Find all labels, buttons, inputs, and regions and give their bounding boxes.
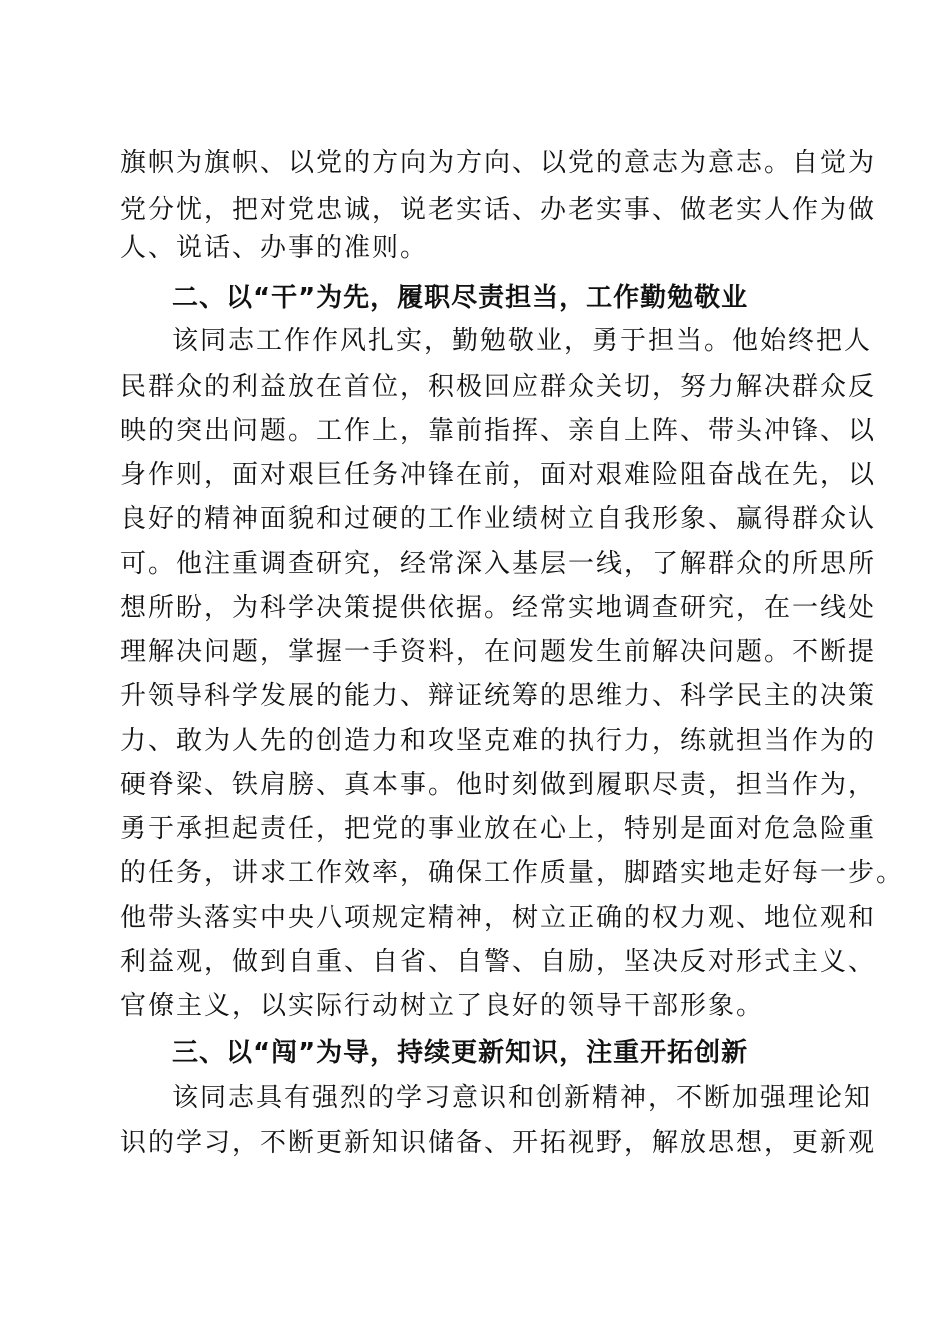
body-text-line: 升领导科学发展的能力、辩证统筹的思维力、科学民主的决策 <box>120 681 877 711</box>
body-text-line: 的任务，讲求工作效率，确保工作质量，脚踏实地走好每一步。 <box>120 858 905 888</box>
body-text-line: 旗帜为旗帜、以党的方向为方向、以党的意志为意志。自觉为 <box>120 148 877 178</box>
body-text-line: 人、说话、办事的准则。 <box>120 233 429 263</box>
body-text-line: 硬脊梁、铁肩膀、真本事。他时刻做到履职尽责，担当作为， <box>120 770 877 800</box>
body-text-line: 可。他注重调查研究，经常深入基层一线，了解群众的所思所 <box>120 549 877 579</box>
body-text-line: 良好的精神面貌和过硬的工作业绩树立自我形象、赢得群众认 <box>120 504 877 534</box>
body-text-line: 该同志具有强烈的学习意识和创新精神，不断加强理论知 <box>172 1083 873 1113</box>
body-text-line: 勇于承担起责任，把党的事业放在心上，特别是面对危急险重 <box>120 814 877 844</box>
body-text-line: 官僚主义，以实际行动树立了良好的领导干部形象。 <box>120 991 765 1021</box>
body-text-line: 利益观，做到自重、自省、自警、自励，坚决反对形式主义、 <box>120 947 877 977</box>
body-text-line: 想所盼，为科学决策提供依据。经常实地调查研究，在一线处 <box>120 593 877 623</box>
body-text-line: 他带头落实中央八项规定精神，树立正确的权力观、地位观和 <box>120 903 877 933</box>
body-text-line: 该同志工作作风扎实，勤勉敬业，勇于担当。他始终把人 <box>172 326 873 356</box>
section-heading-3: 三、以“闯”为导，持续更新知识，注重开拓创新 <box>172 1038 749 1068</box>
body-text-line: 民群众的利益放在首位，积极回应群众关切，努力解决群众反 <box>120 372 877 402</box>
body-text-line: 理解决问题，掌握一手资料，在问题发生前解决问题。不断提 <box>120 637 877 667</box>
body-text-line: 身作则，面对艰巨任务冲锋在前，面对艰难险阻奋战在先，以 <box>120 460 877 490</box>
body-text-line: 党分忧，把对党忠诚，说老实话、办老实事、做老实人作为做 <box>120 195 877 225</box>
body-text-line: 力、敢为人先的创造力和攻坚克难的执行力，练就担当作为的 <box>120 726 877 756</box>
body-text-line: 识的学习，不断更新知识储备、开拓视野，解放思想，更新观 <box>120 1128 877 1158</box>
section-heading-2: 二、以“干”为先，履职尽责担当，工作勤勉敬业 <box>172 283 749 313</box>
body-text-line: 映的突出问题。工作上，靠前指挥、亲自上阵、带头冲锋、以 <box>120 416 877 446</box>
